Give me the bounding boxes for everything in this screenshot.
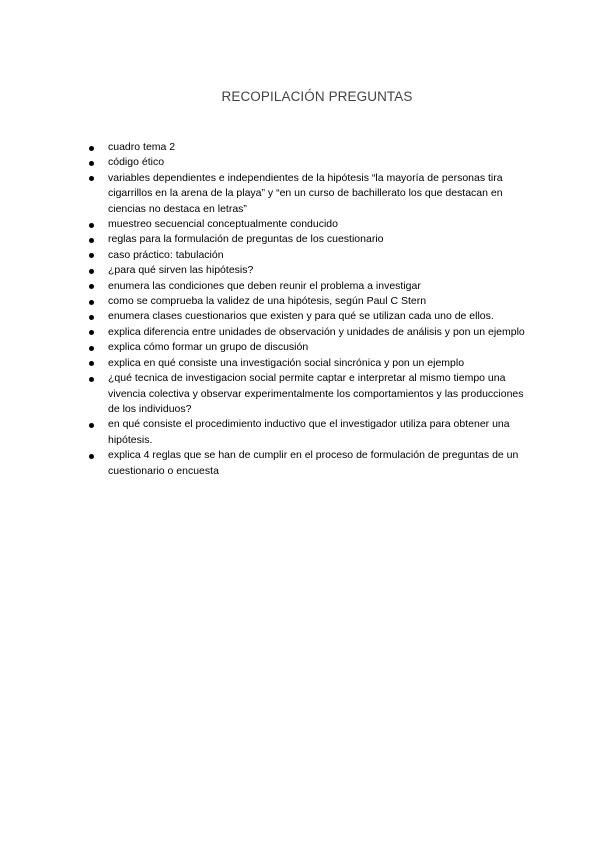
- list-item: [88, 279, 533, 294]
- list-item: [88, 371, 533, 417]
- list-item: [88, 448, 533, 479]
- bullet-icon: [89, 423, 94, 428]
- bullet-icon: [89, 161, 94, 166]
- bullet-icon: [89, 284, 94, 289]
- list-item: [88, 356, 533, 371]
- list-item: [88, 171, 533, 217]
- bullet-icon: [89, 238, 94, 243]
- question-text: reglas para la formulación de preguntas de los cuestionario: [108, 233, 384, 246]
- question-text: enumera las condiciones que deben reunir el problema a investigar: [108, 279, 421, 292]
- bullet-icon: [89, 176, 94, 181]
- bullet-icon: [89, 300, 94, 305]
- question-text: explica cómo formar un grupo de discusión: [108, 341, 309, 354]
- list-item: [88, 325, 533, 340]
- list-item: [88, 232, 533, 247]
- question-text: ¿para qué sirven las hipótesis?: [108, 264, 254, 277]
- question-text: en qué consiste el procedimiento inductivo que el investigador utiliza para obtener una hipótesis.: [108, 418, 510, 446]
- page-title: RECOPILACIÓN PREGUNTAS: [221, 89, 413, 104]
- list-item: [88, 294, 533, 309]
- question-text: enumera clases cuestionarios que existen y para qué se utilizan cada uno de ellos.: [108, 310, 494, 323]
- question-text: cuadro tema 2: [108, 141, 176, 153]
- question-text: caso práctico: tabulación: [108, 248, 224, 261]
- bullet-icon: [89, 223, 94, 228]
- list-item: [88, 340, 533, 355]
- bullet-icon: [89, 269, 94, 274]
- list-item: [88, 248, 533, 263]
- bullet-icon: [89, 454, 94, 459]
- question-text: explica en qué consiste una investigación social sincrónica y pon un ejemplo: [108, 356, 465, 369]
- bullet-icon: [89, 330, 94, 335]
- question-text: variables dependientes e independientes de la hipótesis “la mayoría de personas tira cigarrillos en la arena de la playa” y “en un curso de bachillerato los que destacan en ciencias no destaca en letras”: [108, 171, 503, 215]
- list-item: [88, 263, 533, 278]
- question-text: muestreo secuencial conceptualmente conducido: [108, 218, 338, 231]
- question-list: [88, 140, 533, 479]
- question-text: explica 4 reglas que se han de cumplir en el proceso de formulación de preguntas de un cuestionario o encuesta: [108, 449, 519, 477]
- bullet-icon: [89, 377, 94, 382]
- list-item: [88, 140, 533, 155]
- bullet-icon: [89, 253, 94, 258]
- question-text: código ético: [108, 156, 165, 169]
- list-item: [88, 417, 533, 448]
- bullet-icon: [89, 361, 94, 366]
- list-item: [88, 217, 533, 232]
- list-item: [88, 155, 533, 170]
- question-text: explica diferencia entre unidades de observación y unidades de análisis y pon un ejemplo: [108, 325, 525, 338]
- question-text: como se comprueba la validez de una hipótesis, según Paul C Stern: [108, 295, 427, 308]
- bullet-icon: [89, 146, 94, 151]
- question-text: ¿qué tecnica de investigacion social permite captar e interpretar al mismo tiempo una vivencia colectiva y observar experimentalmente los comportamientos y las producciones de los individuos?: [108, 372, 524, 415]
- list-item: [88, 309, 533, 324]
- bullet-icon: [89, 315, 94, 320]
- bullet-icon: [89, 346, 94, 351]
